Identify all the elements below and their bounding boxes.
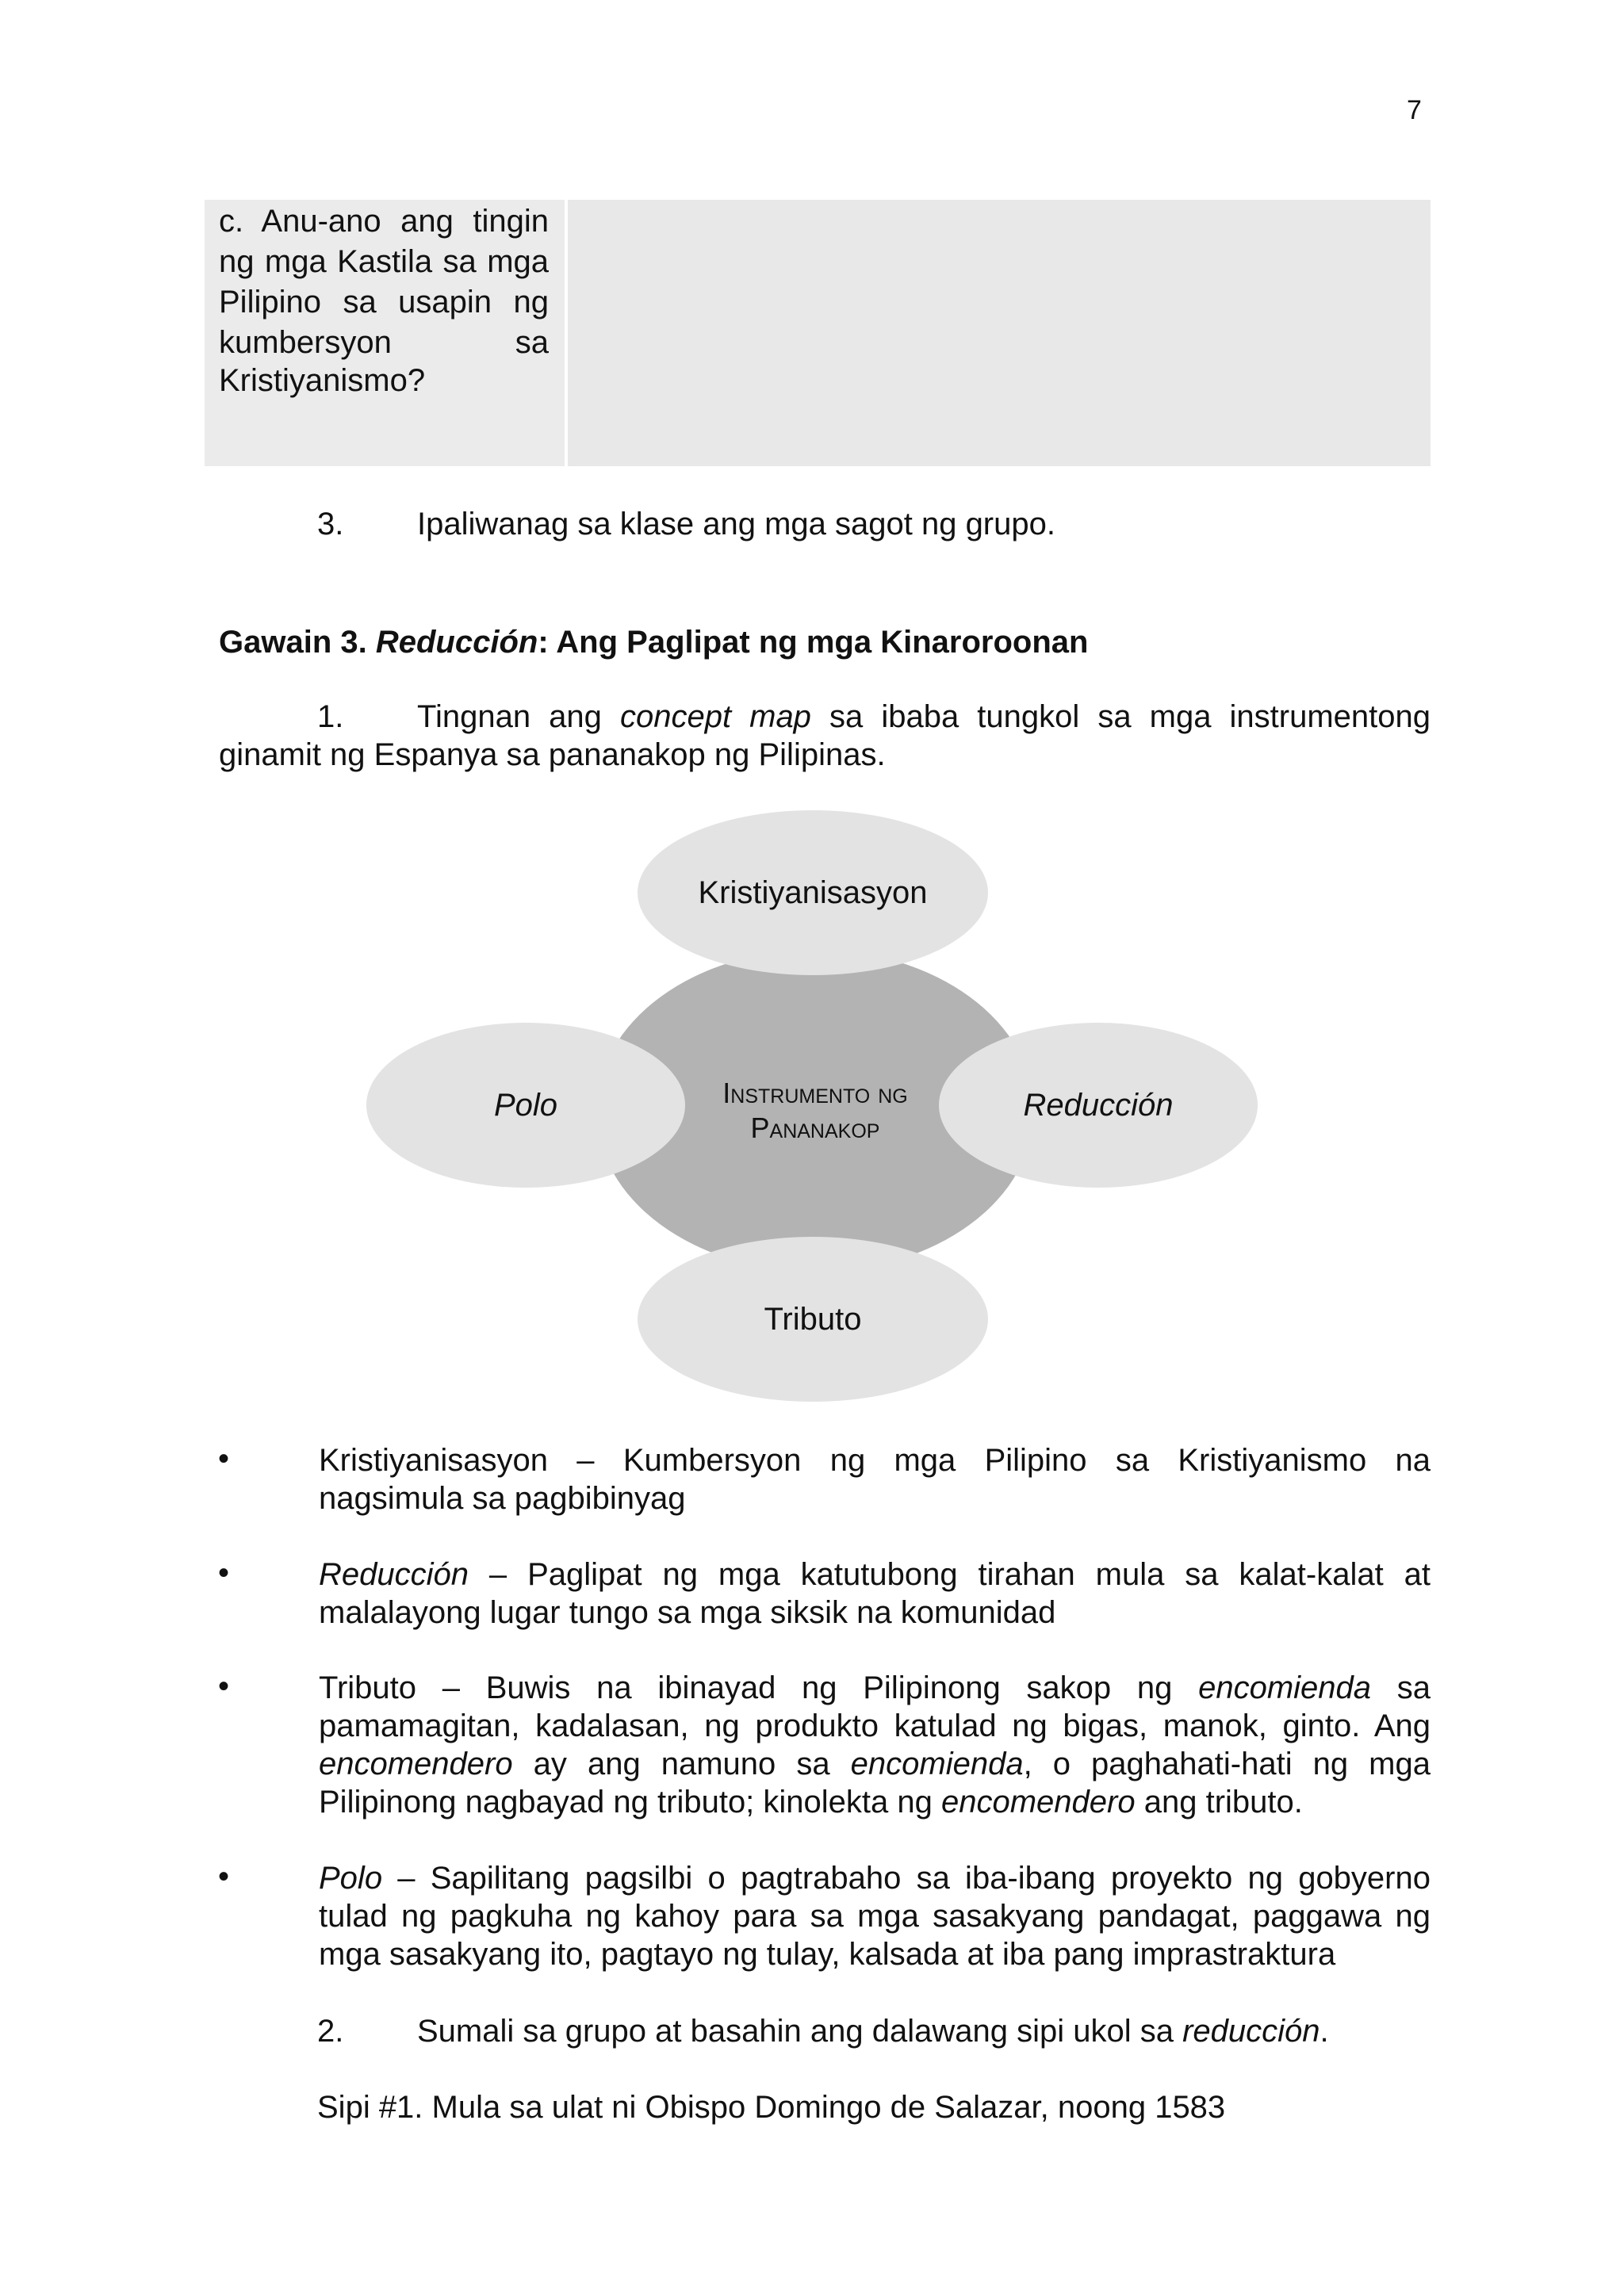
question-line: c. Anu-ano ang tingin	[219, 204, 549, 239]
bullet-symbol: •	[218, 1556, 230, 1590]
bullet-kristiyanisasyon: Kristiyanisasyon – Kumbersyon ng mga Pilipino sa Kristiyanismo na nagsimula sa pagbibinyag	[319, 1443, 1431, 1516]
sipi-heading: Sipi #1. Mula sa ulat ni Obispo Domingo de Salazar, noong 1583	[317, 2090, 1226, 2125]
step2-number: 2.	[317, 2014, 344, 2049]
question-line: ng mga Kastila sa mga	[219, 244, 549, 279]
question-table	[205, 200, 1431, 466]
concept-node-polo: Polo	[366, 1023, 685, 1188]
center-label-line2: Pananakop	[750, 1112, 880, 1144]
concept-node-reduccion: Reducción	[939, 1023, 1258, 1188]
question-line: Pilipino sa usapin ng	[219, 285, 549, 320]
concept-node-tributo: Tributo	[638, 1237, 988, 1402]
question-cell	[205, 200, 565, 466]
concept-node-kristiyanisasyon: Kristiyanisasyon	[638, 810, 988, 975]
question-line: Kristiyanismo?	[219, 363, 426, 398]
bullet-polo: Polo – Sapilitang pagsilbi o pagtrabaho sa iba-ibang proyekto ng gobyerno tulad ng pagkuha ng kahoy para sa mga sasakyang pandagat, paggawa ng mga sasakyang ito, pagtayo ng tulay, kalsada at iba pang imprastraktura	[319, 1861, 1431, 1972]
step3-number: 3.	[317, 507, 344, 541]
question-line: kumbersyon sa	[219, 325, 549, 360]
bullet-symbol: •	[218, 1669, 230, 1704]
section-heading: Gawain 3. Reducción: Ang Paglipat ng mga Kinaroroonan	[219, 625, 1089, 660]
step1-number: 1.	[317, 699, 344, 734]
step1-line1: Tingnan ang concept map sa ibaba tungkol sa mga instrumentong	[417, 699, 1431, 734]
bullet-symbol: •	[218, 1441, 230, 1476]
answer-cell	[568, 200, 1431, 466]
step3-text: Ipaliwanag sa klase ang mga sagot ng grupo.	[417, 507, 1055, 541]
step2-text: Sumali sa grupo at basahin ang dalawang sipi ukol sa reducción.	[417, 2014, 1329, 2049]
bullet-reduccion: Reducción – Paglipat ng mga katutubong tirahan mula sa kalat-kalat at malalayong lugar tungo sa mga siksik na komunidad	[319, 1557, 1431, 1630]
bullet-tributo: Tributo – Buwis na ibinayad ng Pilipinong sakop ng encomienda sa pamamagitan, kadalasan, ng produkto katulad ng bigas, manok, ginto. Ang encomendero ay ang namuno sa encomienda, o paghahati-hati ng mga Pilipinong nagbayad ng tributo; kinolekta ng encomendero ang tributo.	[319, 1670, 1431, 1820]
page-number: 7	[1407, 95, 1422, 125]
bullet-symbol: •	[218, 1859, 230, 1894]
center-label-line1: Instrumento ng	[722, 1077, 908, 1109]
step1-line2: ginamit ng Espanya sa pananakop ng Pilipinas.	[219, 737, 886, 772]
